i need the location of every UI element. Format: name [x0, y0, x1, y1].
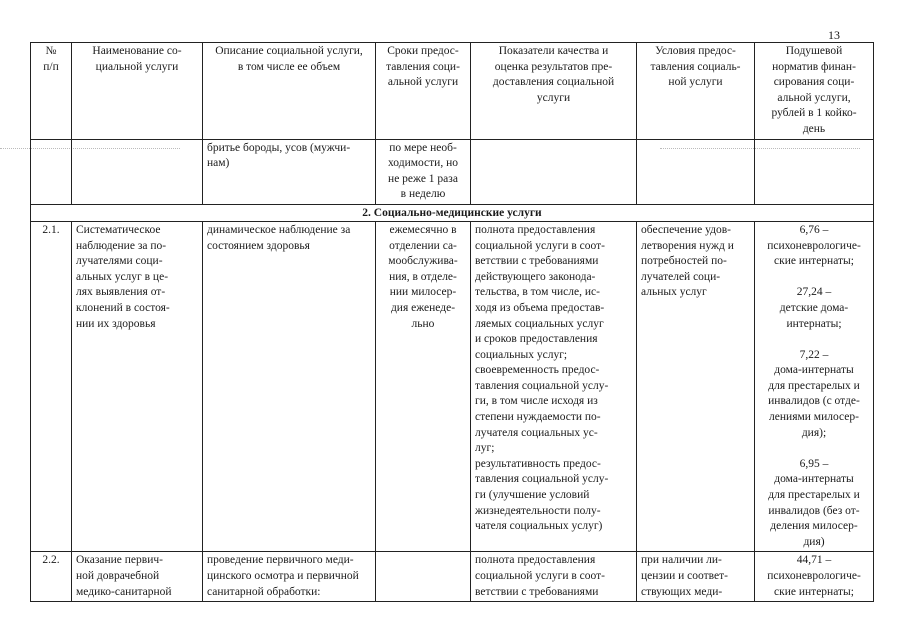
cell-conditions: обеспечение удов- летворения нужд и потребностей по- лучателей соци- альных услуг	[637, 221, 755, 551]
table-row	[31, 552, 874, 602]
header-service-name: Наименование со- циальной услуги	[72, 43, 203, 140]
header-num: № п/п	[31, 43, 72, 140]
cell-description: проведение первичного меди- цинского осмотра и первичной санитарной обработки:	[203, 552, 376, 602]
cell-empty	[471, 139, 637, 204]
cell-service-name: Оказание первич- ной доврачебной медико-санитарной	[72, 552, 203, 602]
cell-terms	[376, 552, 471, 602]
header-quality: Показатели качества и оценка результатов пре- доставления социальной услуги	[471, 43, 637, 140]
cell-num: 2.1.	[31, 221, 72, 551]
table-header-row	[31, 43, 874, 140]
cell-empty	[637, 139, 755, 204]
header-description: Описание социальной услуги, в том числе ее объем	[203, 43, 376, 140]
page-number: 13	[828, 28, 840, 42]
section-title: 2. Социально-медицинские услуги	[31, 204, 874, 221]
cell-description: динамическое наблюдение за состоянием здоровья	[203, 221, 376, 551]
header-terms: Сроки предос- тавления соци- альной услуги	[376, 43, 471, 140]
cell-norm: 44,71 – психоневрологиче- ские интернаты;	[755, 552, 874, 602]
cell-terms: ежемесячно в отделении са- мообслужива- ния, в отделе- нии милосер- дия еженеде- льно	[376, 221, 471, 551]
cell-empty	[72, 139, 203, 204]
cell-quality: полнота предоставления социальной услуги в соот- ветствии с требованиями	[471, 552, 637, 602]
cell-conditions: при наличии ли- цензии и соответ- ствующих меди-	[637, 552, 755, 602]
table-row-continuation	[31, 139, 874, 204]
cell-norm: 6,76 – психоневрологиче- ские интернаты; 27,24 – детские дома- интернаты; 7,22 – дома-интернаты для престарелых и инвалидов (с отде- лениями милосер- дия); 6,95 – дома-интернаты для престарелых и инвалидов (без от- деления милосер- дия)	[755, 221, 874, 551]
cell-quality: полнота предоставления социальной услуги в соот- ветствии с требованиями действующего законода- тельства, в том числе, ис- ходя из объема предостав- ляемых социальных услуг и сроков предоставления социальных услуг; своевременность предос- тавления социальной услу- ги, в том числе исходя из степени нуждаемости по- лучателя социальных ус- луг; результативность предос- тавления социальной услу- ги (улучшение условий жизнедеятельности полу- чателя социальных услуг)	[471, 221, 637, 551]
header-norm: Подушевой норматив финан- сирования соци- альной услуги, рублей в 1 койко- день	[755, 43, 874, 140]
header-conditions: Условия предос- тавления социаль- ной услуги	[637, 43, 755, 140]
social-services-table	[30, 42, 874, 602]
cell-terms: по мере необ- ходимости, но не реже 1 раза в неделю	[376, 139, 471, 204]
table-row	[31, 221, 874, 551]
cell-empty	[755, 139, 874, 204]
cell-service-name: Систематическое наблюдение за по- лучателями соци- альных услуг в це- лях выявления от- клонений в состоя- нии их здоровья	[72, 221, 203, 551]
cell-num: 2.2.	[31, 552, 72, 602]
cell-description: бритье бороды, усов (мужчи- нам)	[203, 139, 376, 204]
section-row	[31, 204, 874, 221]
cell-empty	[31, 139, 72, 204]
